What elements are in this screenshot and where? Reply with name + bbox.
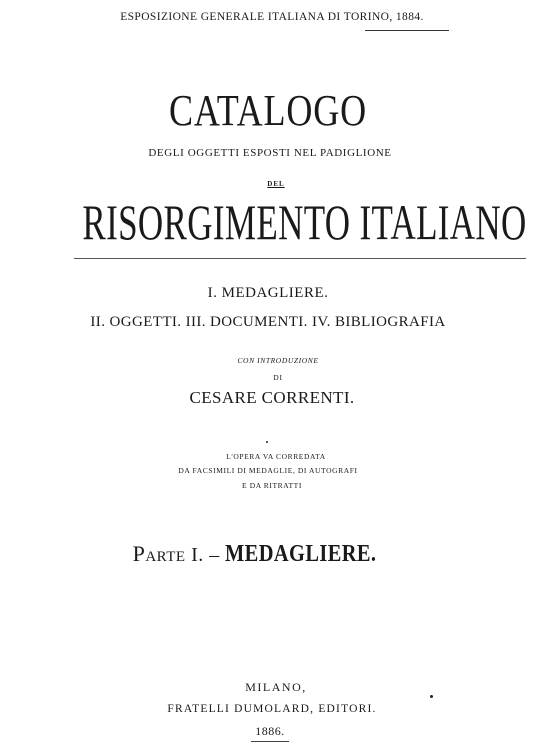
exhibition-underline — [365, 30, 449, 31]
imprint-city: MILANO, — [245, 680, 307, 694]
introduction-label: CON INTRODUZIONE — [237, 356, 319, 365]
main-title: RISORGIMENTO ITALIANO — [82, 194, 527, 250]
imprint-publisher: FRATELLI DUMOLARD, EDITORI. — [167, 703, 377, 715]
part-heading-name: MEDAGLIERE. — [225, 541, 377, 567]
part-heading-initial: P — [132, 541, 146, 566]
author-name: CESARE CORRENTI. — [189, 388, 355, 407]
note-line-3: E DA RITRATTI — [242, 481, 302, 490]
main-title-rule — [74, 258, 526, 259]
ink-speck — [430, 695, 433, 698]
part-heading-rest: ARTE — [145, 549, 186, 565]
contents-line-2: II. OGGETTI. III. DOCUMENTI. IV. BIBLIOGRAFIA — [90, 314, 446, 330]
introduction-by: DI — [273, 373, 283, 382]
catalog-title: CATALOGO — [168, 86, 368, 135]
contents-line-1: I. MEDAGLIERE. — [207, 285, 329, 301]
exhibition-line: ESPOSIZIONE GENERALE ITALIANA DI TORINO, 1884. — [120, 11, 424, 23]
ink-speck — [266, 441, 268, 443]
part-heading — [0, 541, 536, 568]
catalog-subtitle: DEGLI OGGETTI ESPOSTI NEL PADIGLIONE — [148, 147, 392, 159]
note-line-1: L'OPERA VA CORREDATA — [226, 452, 326, 461]
connector-word: DEL — [267, 180, 285, 188]
imprint-year: 1886. — [255, 724, 285, 738]
note-line-2: DA FACSIMILI DI MEDAGLIE, DI AUTOGRAFI — [178, 466, 358, 475]
part-heading-number: I. – — [185, 544, 220, 566]
year-underline — [251, 741, 289, 742]
